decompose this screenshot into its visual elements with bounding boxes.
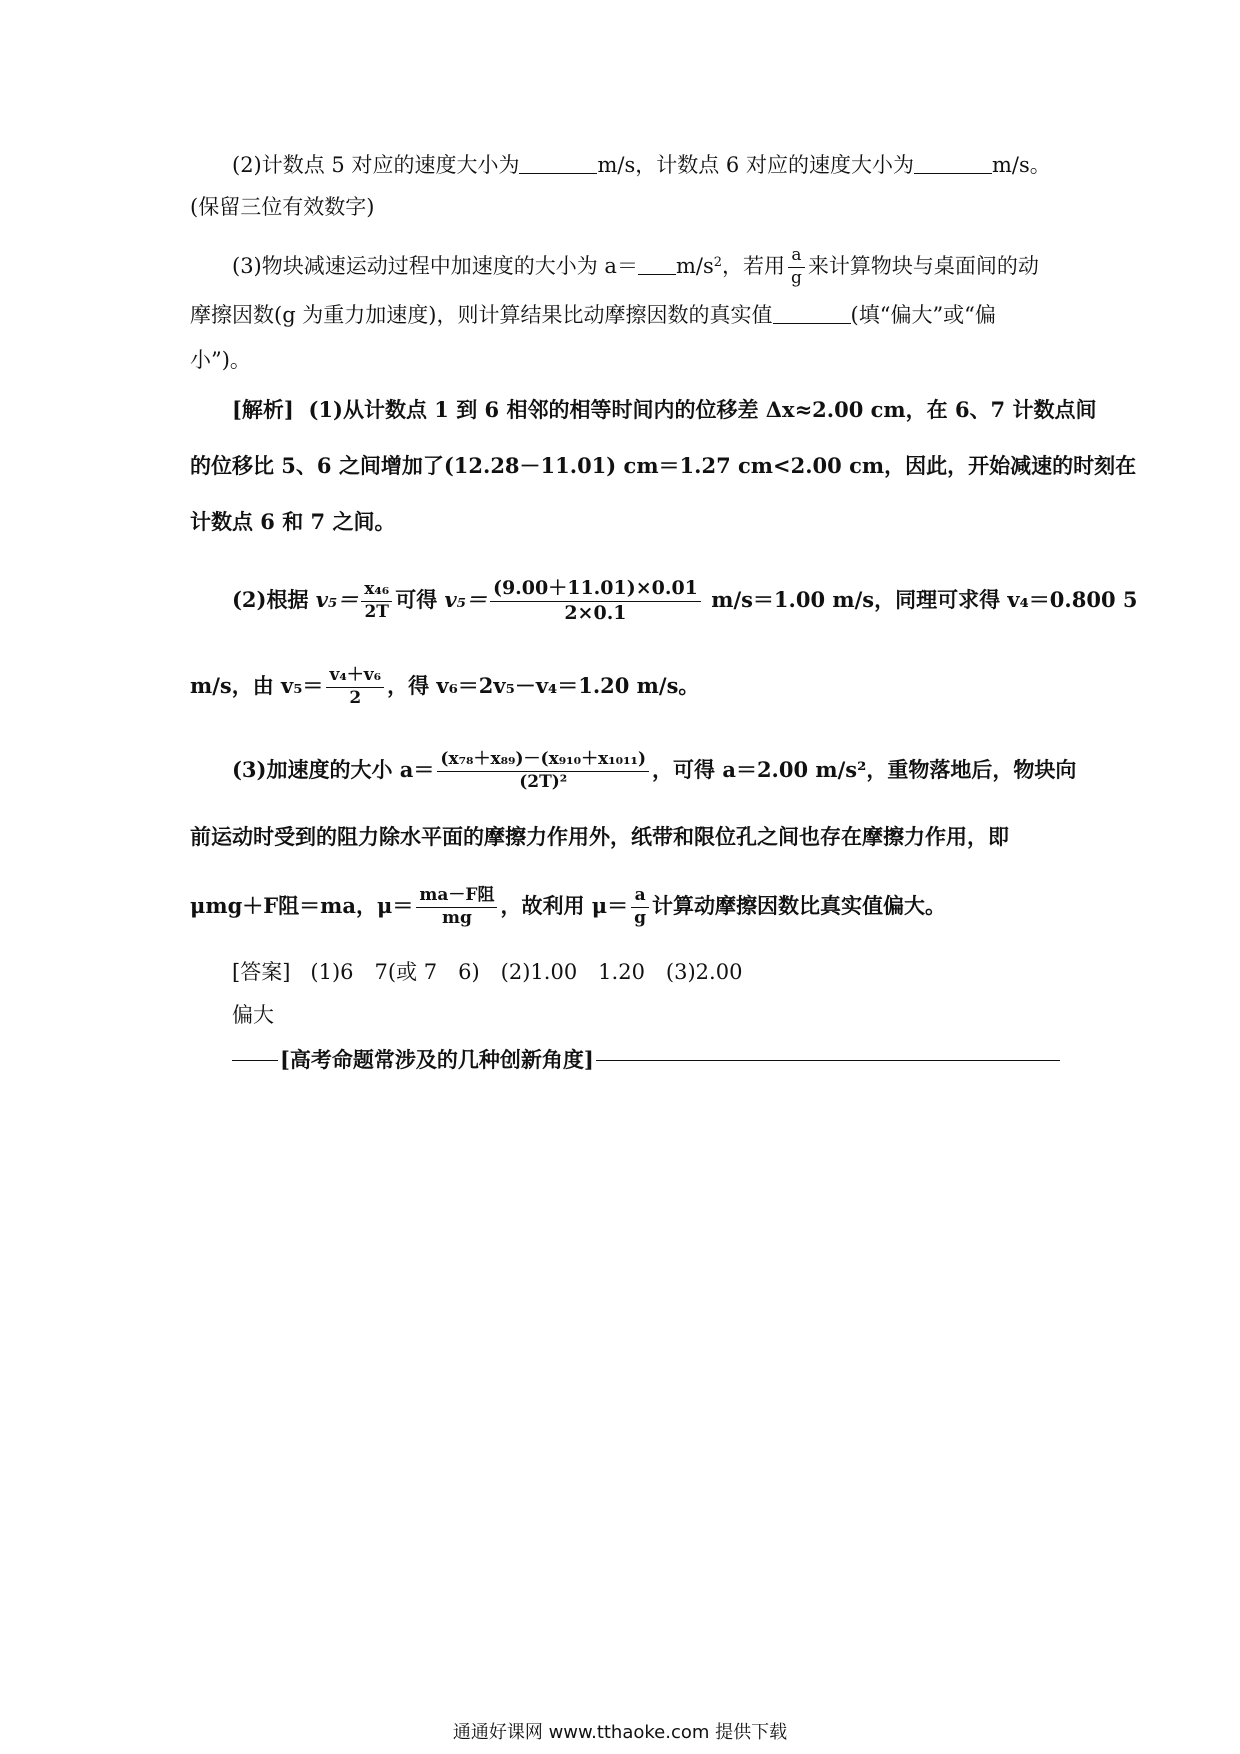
sol3-frac2-num: ma－F阻 (416, 887, 497, 908)
sol3-text-a: (3)加速度的大小 a＝ (232, 757, 435, 782)
q3-blank-1[interactable] (638, 254, 676, 275)
sol2-v5-b: v₅＝ (444, 587, 487, 612)
sol2-frac2-den: 2×0.1 (564, 602, 627, 624)
sol3-text-b: ，可得 a＝2.00 m/s²，重物落地后，物块向 (652, 757, 1077, 782)
question-3-line-2 (190, 300, 1060, 330)
question-3-line-1 (232, 247, 1102, 288)
sol2-text-b: 可得 (395, 587, 438, 612)
q2-text-c: m/s。 (991, 153, 1051, 177)
q3-text-d: 来计算物块与桌面间的动 (807, 253, 1039, 278)
q3-text-e: 摩擦因数(g 为重力加速度)，则计算结果比动摩擦因数的真实值 (190, 303, 773, 327)
sol2-text-d: m/s，由 v₅＝ (190, 673, 324, 698)
answer-line (232, 957, 1102, 987)
sol2-frac1-den: 2T (364, 602, 389, 622)
q3-text-f: (填“偏大”或“偏 (850, 303, 996, 327)
q3-frac-den: g (791, 267, 802, 288)
q3-blank-2[interactable] (773, 303, 851, 324)
sol2-text-c: m/s＝1.00 m/s，同理可求得 v₄＝0.800 5 (711, 587, 1138, 612)
solution-3-line-1 (232, 748, 1102, 792)
question-2 (232, 150, 1102, 180)
q2-blank-2[interactable] (914, 153, 992, 174)
section-title: [高考命题常涉及的几种创新角度] (280, 1047, 594, 1072)
q3-unit: m/s (675, 253, 714, 278)
section-divider-left (232, 1060, 278, 1061)
sol1-text-a: (1)从计数点 1 到 6 相邻的相等时间内的位移差 Δx≈2.00 cm，在 6、7 计数点间 (308, 397, 1097, 422)
solution-1-line-2: 的位移比 5、6 之间增加了(12.28－11.01) cm＝1.27 cm<2.00 cm，因此，开始减速的时刻在 (190, 453, 1137, 478)
q2-text-b: m/s，计数点 6 对应的速度大小为 (597, 153, 914, 177)
q3-unit-exp: 2 (713, 254, 722, 270)
sol3-frac3-den: g (634, 908, 647, 928)
q2-blank-1[interactable] (519, 153, 597, 174)
section-divider-right (596, 1060, 1060, 1061)
sol2-frac-2 (490, 579, 701, 624)
answer-tag: [答案] (232, 960, 291, 984)
sol3-frac2-den: mg (441, 908, 472, 928)
q3-text-a: (3)物块减速运动过程中加速度的大小为 a＝ (232, 253, 638, 278)
sol2-frac3-den: 2 (349, 688, 362, 708)
sol3-frac-1 (437, 751, 649, 792)
sol3-text-e: ，故利用 μ＝ (500, 893, 629, 918)
sol2-text-e: ，得 v₆＝2v₅－v₄＝1.20 m/s。 (387, 673, 700, 698)
solution-tag: [解析] (232, 397, 294, 422)
q3-text-c: ，若用 (722, 253, 785, 278)
sol3-frac3-num: a (631, 887, 649, 908)
q3-frac-num: a (788, 247, 805, 268)
sol2-frac1-num: x₄₆ (361, 581, 392, 602)
page-footer: 通通好课网 www.tthaoke.com 提供下载 (452, 1722, 788, 1743)
sol2-frac-3 (326, 667, 384, 708)
sol2-frac2-num: (9.00＋11.01)×0.01 (490, 579, 701, 602)
sol3-text-d: μmg＋F阻＝ma，μ＝ (190, 893, 414, 918)
sol3-frac1-num: (x₇₈＋x₈₉)－(x₉₁₀＋x₁₀₁₁) (437, 751, 649, 772)
question-3-line-3: 小”)。 (190, 348, 251, 372)
sol3-text-f: 计算动摩擦因数比真实值偏大。 (652, 893, 947, 918)
sol2-v5: v₅＝ (315, 587, 359, 612)
q2-text-a: (2)计数点 5 对应的速度大小为 (232, 153, 520, 177)
solution-3-line-2: 前运动时受到的阻力除水平面的摩擦力作用外，纸带和限位孔之间也存在摩擦力作用，即 (190, 824, 1009, 849)
sol3-frac-3 (631, 887, 649, 928)
sol3-frac-2 (416, 887, 497, 928)
solution-2-line-1 (232, 577, 1138, 624)
sol2-frac-1 (361, 581, 392, 622)
answer-text: (1)6 7(或 7 6) (2)1.00 1.20 (3)2.00 (310, 960, 743, 984)
solution-2-line-2 (190, 664, 1060, 708)
solution-3-line-3 (190, 884, 1060, 928)
q3-fraction (788, 247, 805, 288)
solution-1-line-3: 计数点 6 和 7 之间。 (190, 509, 396, 534)
q2-note: (保留三位有效数字) (190, 195, 375, 219)
solution-1-line-1 (232, 395, 1102, 425)
sol2-frac3-num: v₄＋v₆ (326, 667, 384, 688)
sol2-text-a: (2)根据 (232, 587, 309, 612)
sol3-frac1-den: (2T)² (519, 772, 568, 792)
answer-cont: 偏大 (232, 1003, 274, 1027)
